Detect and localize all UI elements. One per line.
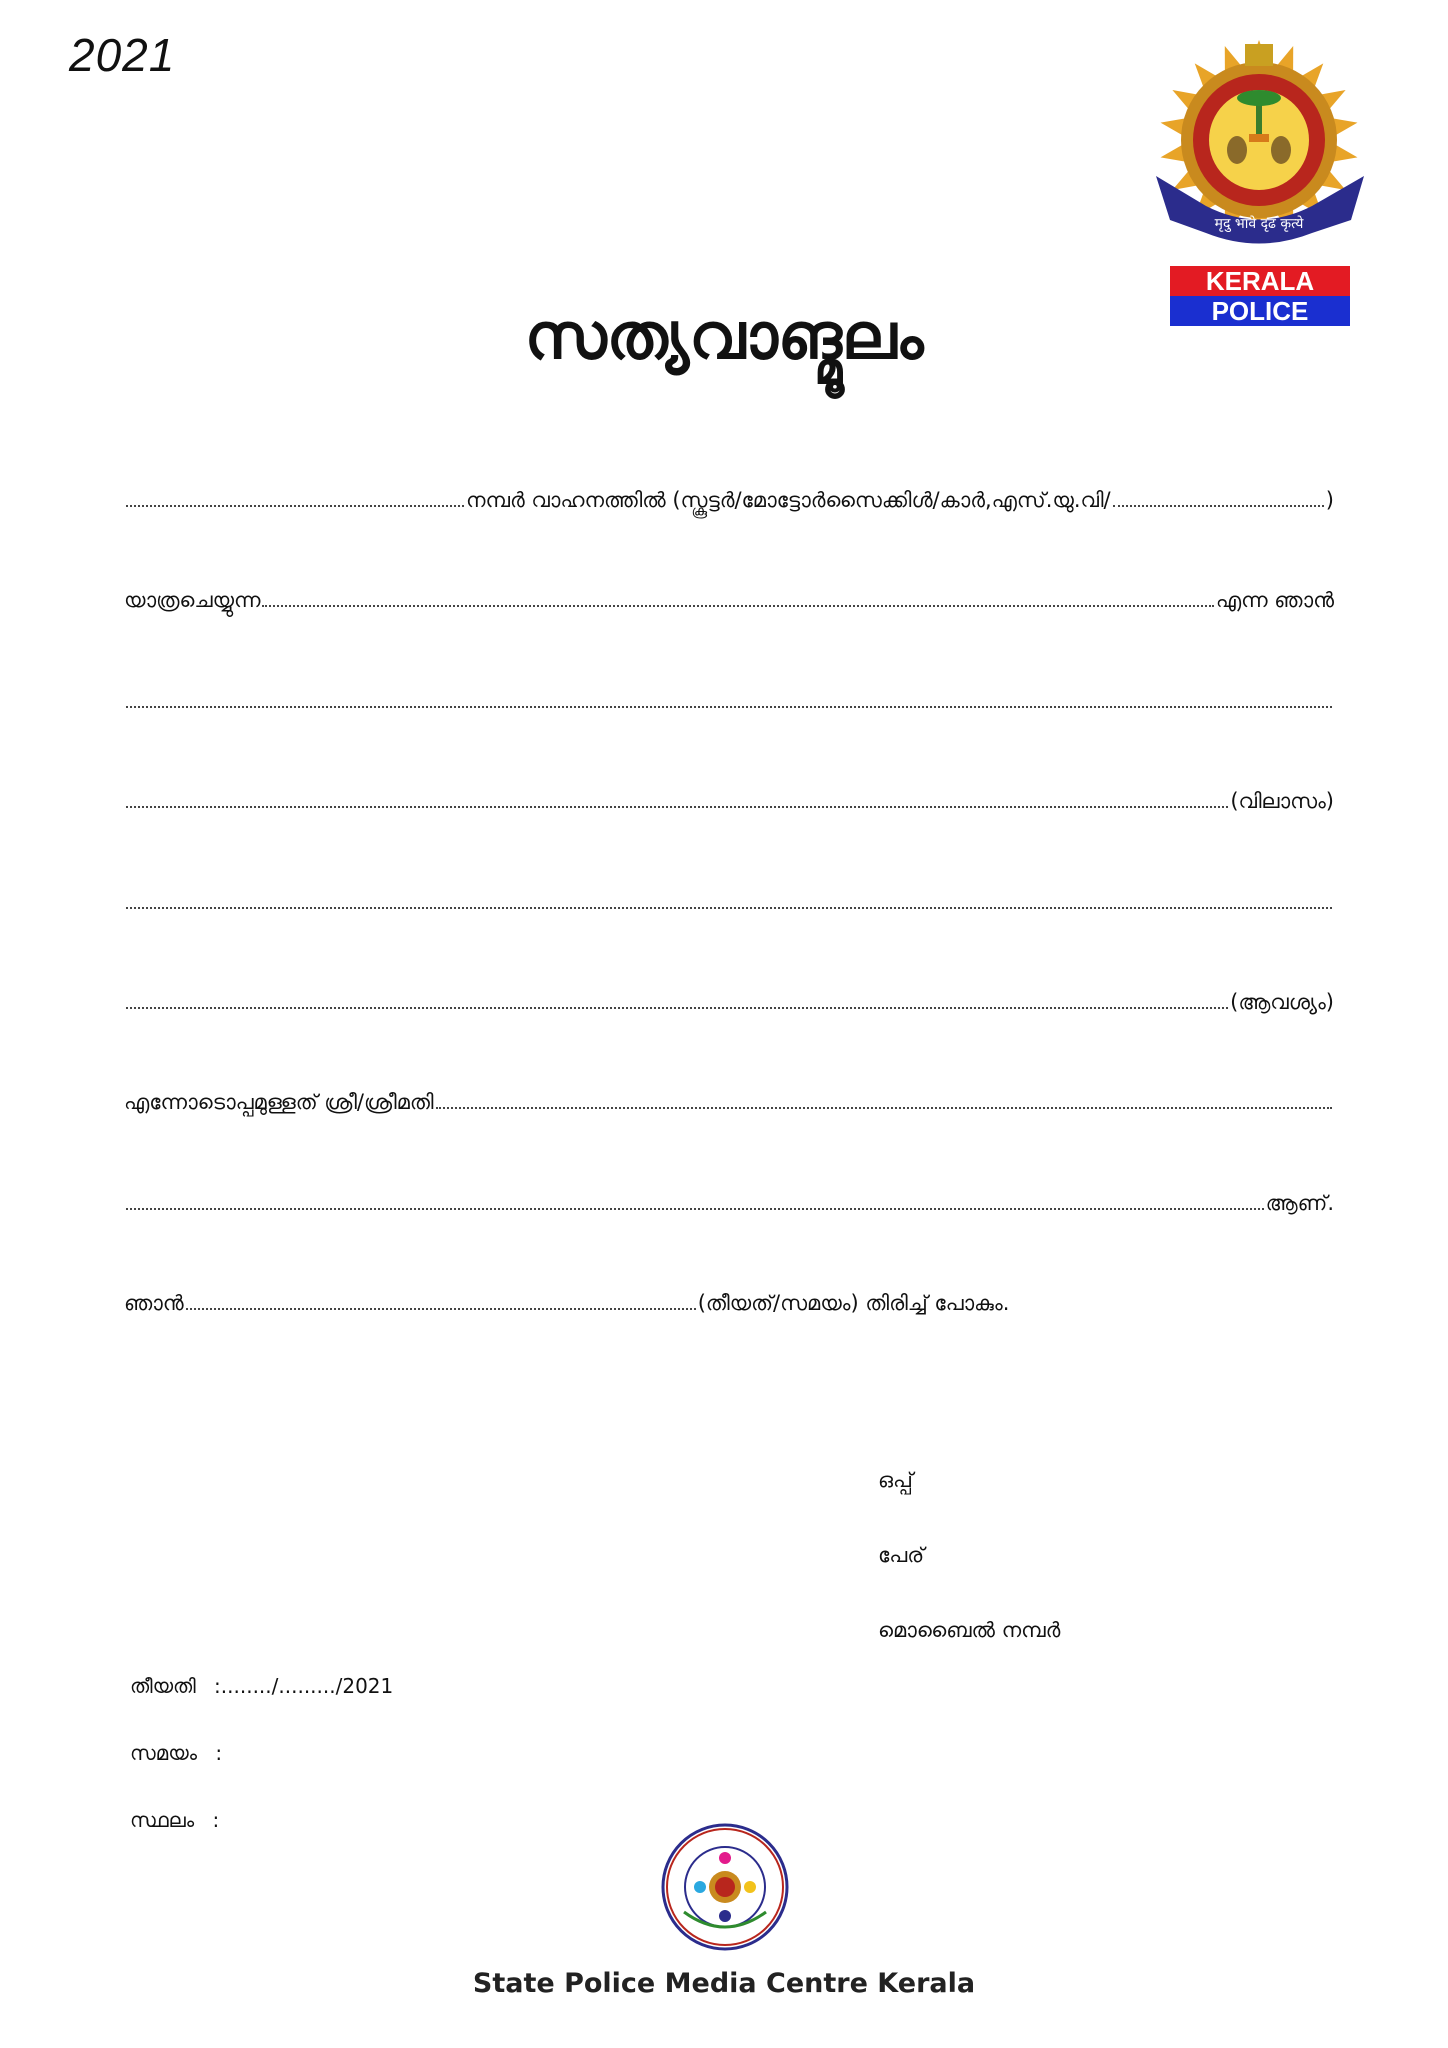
form-line-purpose-2 xyxy=(124,976,1334,1016)
blank-vehicle-number[interactable] xyxy=(126,505,464,507)
blank-traveller-name[interactable] xyxy=(262,605,1213,607)
form-line-companion-2 xyxy=(124,1177,1334,1217)
form-line-return xyxy=(124,1277,1334,1317)
form-line-address-1 xyxy=(124,675,1334,715)
blank-return-datetime[interactable] xyxy=(186,1308,696,1310)
badge-kerala-text: KERALA xyxy=(1205,266,1315,296)
blank-companion-detail[interactable] xyxy=(126,1208,1264,1210)
year-label: 2021 xyxy=(69,29,176,81)
form-line-purpose-1 xyxy=(124,876,1334,916)
form-line-vehicle xyxy=(124,474,1334,514)
kerala-police-emblem xyxy=(1146,28,1376,328)
name-suffix-label: എന്ന ഞാൻ xyxy=(1215,588,1334,612)
vehicle-close-paren: ) xyxy=(1325,488,1334,512)
time-row xyxy=(130,1741,222,1765)
date-label: തീയതി xyxy=(130,1674,196,1698)
return-prefix-label: ഞാൻ xyxy=(124,1291,184,1315)
blank-purpose-2[interactable] xyxy=(126,1007,1228,1009)
page-title: സത്യവാങ്മൂലം xyxy=(524,300,924,374)
address-label: (വിലാസം) xyxy=(1230,789,1334,813)
place-row xyxy=(130,1808,219,1832)
return-suffix-label: (തീയത്/സമയം) തിരിച്ച് പോകും. xyxy=(697,1291,1010,1315)
form-line-address-2 xyxy=(124,775,1334,815)
companion-label: എന്നോടൊപ്പമുള്ളത് ശ്രീ/ശ്രീമതി xyxy=(124,1090,434,1114)
form-line-traveller xyxy=(124,574,1334,614)
companion-suffix-label: ആണ്. xyxy=(1265,1191,1334,1215)
form-line-companion xyxy=(124,1076,1334,1116)
date-row xyxy=(130,1674,393,1698)
purpose-label: (ആവശ്യം) xyxy=(1230,990,1334,1014)
place-label: സ്ഥലം xyxy=(130,1808,195,1832)
time-label: സമയം xyxy=(130,1741,198,1765)
blank-vehicle-other[interactable] xyxy=(1113,505,1324,507)
traveller-label: യാത്രചെയ്യുന്ന xyxy=(124,588,261,612)
signature-label: ഒപ്പ് xyxy=(878,1468,913,1492)
place-value[interactable]: : xyxy=(212,1808,220,1832)
media-centre-logo xyxy=(660,1822,790,1952)
name-label: പേര് xyxy=(878,1543,925,1567)
emblem-motto: मृदु भावे दृढ कृत्ये xyxy=(1214,216,1304,232)
badge-police-text: POLICE xyxy=(1211,296,1309,326)
time-value[interactable]: : xyxy=(215,1741,223,1765)
blank-companion-name[interactable] xyxy=(436,1107,1332,1109)
date-value[interactable]: :......../........./2021 xyxy=(214,1674,394,1698)
footer-text: State Police Media Centre Kerala xyxy=(472,1968,976,1999)
blank-purpose-1[interactable] xyxy=(126,907,1332,909)
vehicle-label: നമ്പർ വാഹനത്തിൽ (സ്കൂട്ടർ/മോട്ടോർസൈക്കിൾ/കാർ,എസ്.യു.വി/ xyxy=(466,488,1111,512)
blank-address-2[interactable] xyxy=(126,806,1228,808)
mobile-label: മൊബൈൽ നമ്പർ xyxy=(878,1618,1061,1642)
blank-address-1[interactable] xyxy=(126,706,1332,708)
